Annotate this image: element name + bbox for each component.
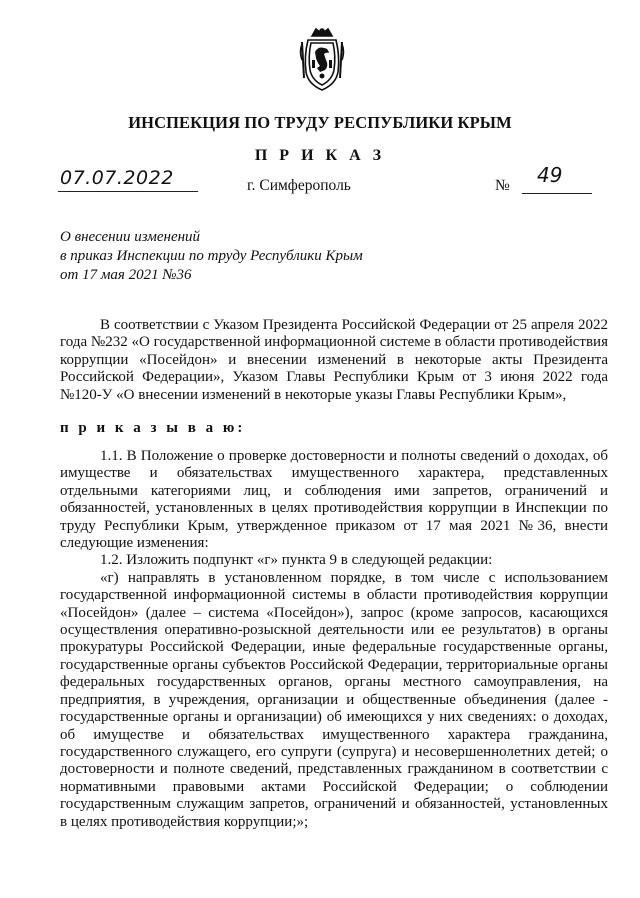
order-subject xyxy=(60,228,363,285)
organization-name: ИНСПЕКЦИЯ ПО ТРУДУ РЕСПУБЛИКИ КРЫМ xyxy=(128,113,512,132)
subject-line: от 17 мая 2021 №36 xyxy=(60,267,192,283)
coat-of-arms-icon xyxy=(298,26,346,94)
preamble-paragraph: В соответствии с Указом Президента Российской Федерации от 25 апреля 2022 года №232 «О государственной информационной системе в области противодействия коррупции «Посейдон» и внесении изменений в некоторые акты Президента Российской Федерации», Указом Главы Республики Крым от 3 июня 2022 года №120-У «О внесении изменений в некоторые указы Главы Республики Крым», xyxy=(60,317,608,403)
item-1-2-paragraph: 1.2. Изложить подпункт «г» пункта 9 в следующей редакции: xyxy=(100,552,493,569)
order-number: 49 xyxy=(537,163,563,187)
preamble-section xyxy=(60,317,608,404)
subject-line: О внесении изменений xyxy=(60,229,201,245)
item-1-1-paragraph: 1.1. В Положение о проверке достоверности и полноты сведений о доходах, об имуществе и обязательствах имущественного характера, представленных отдельными категориями лиц, и соблюдения ими запретов, ограничений и обязанностей, установленных в целях противодействия коррупции в Инспекции по труду Республики Крым, утвержденное приказом от 17 мая 2021 №36, внести следующие изменения: xyxy=(60,448,608,552)
number-underline xyxy=(522,193,592,194)
order-date: 07.07.2022 xyxy=(60,167,174,189)
subitem-g-paragraph: «г) направлять в установленном порядке, в том числе с использованием государственной информационной системы в области противодействия коррупции «Посейдон» (далее – система «Посейдон»), запрос (кроме запросов, касающихся осуществления оперативно-розыскной деятельности или ее результатов) в органы прокуратуры Российской Федерации, иные федеральные государственные органы, государственные органы субъектов Российской Федерации, территориальные органы федеральных государственных органов, органы местного самоуправления, на предприятия, в учреждения, организации и общественные объединения (далее - государственные органы и организации) об имеющихся у них сведениях: о доходах, об имуществе и обязательствах имущественного характера гражданина, государственного служащего, его супруги (супруга) и несовершеннолетних детей; о достоверности и полноте сведений, представленных гражданином в соответствии с нормативными правовыми актами Российской Федерации; о соблюдении государственным служащим запретов, ограничений и обязанностей, установленных в целях противодействия коррупции;»; xyxy=(60,569,608,830)
subject-line: в приказ Инспекции по труду Республики Крым xyxy=(60,248,363,264)
items-section xyxy=(60,448,608,831)
number-sign: № xyxy=(495,177,510,194)
city: г. Симферополь xyxy=(247,177,351,194)
date-underline xyxy=(58,191,198,192)
document-type-title: П Р И К А З xyxy=(254,147,386,164)
decree-heading: п р и к а з ы в а ю: xyxy=(60,420,246,436)
